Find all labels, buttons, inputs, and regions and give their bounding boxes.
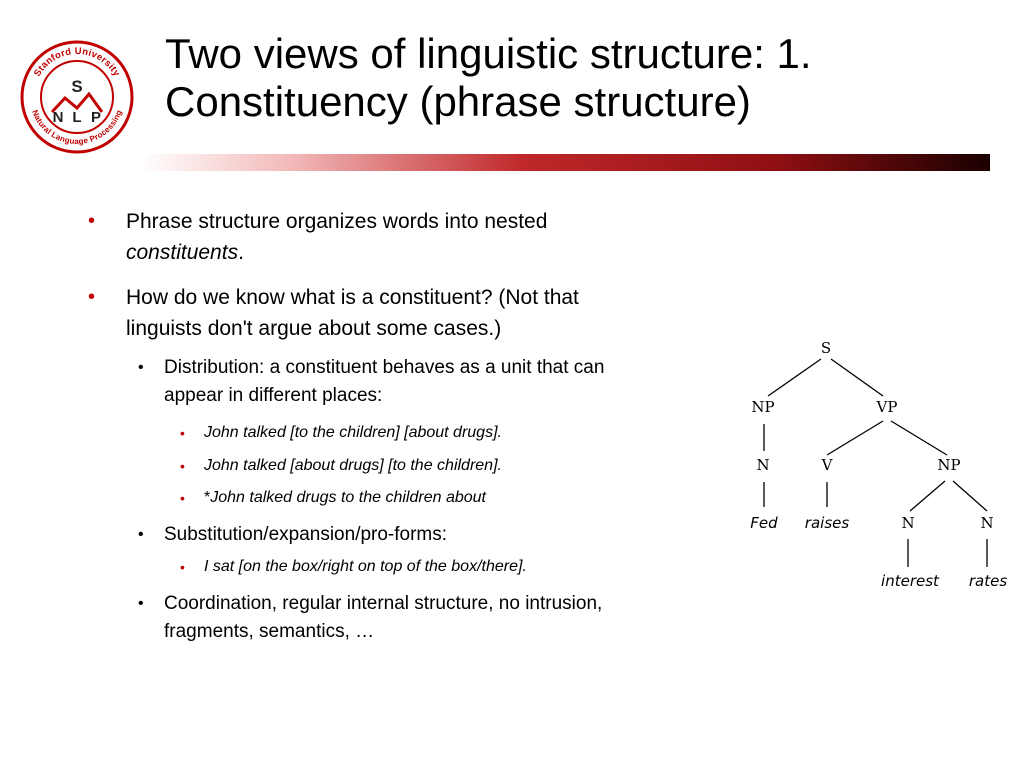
- example-1-text: John talked [to the children] [about drugs].: [204, 424, 502, 441]
- bullet-dot: •: [138, 526, 144, 543]
- tree-node-v: V: [821, 456, 833, 474]
- logo-ring-bottom-text: Natural Language Processing: [30, 108, 124, 147]
- bullet-dot: •: [138, 595, 144, 612]
- bullet-phrase-structure: [88, 206, 726, 268]
- slide-title-line-1: Two views of linguistic structure: 1.: [165, 30, 812, 77]
- example-3-star: *: [204, 489, 211, 506]
- distribution-line-1: Distribution: a constituent behaves as a unit that can: [164, 357, 605, 378]
- title-divider: [140, 154, 990, 171]
- tree-node-n-interest: N: [901, 514, 915, 532]
- coordination-line-2: fragments, semantics, …: [164, 621, 375, 642]
- sub-bullet-substitution: [138, 521, 724, 549]
- bullet-how-do-we-know: [88, 282, 766, 344]
- distribution-line-2: appear in different places:: [164, 385, 383, 406]
- sub-bullet-coordination: [138, 590, 764, 646]
- tree-node-n-rates: N: [980, 514, 994, 532]
- bullet-dot: •: [180, 458, 185, 474]
- substitution-text: Substitution/expansion/pro-forms:: [164, 524, 448, 545]
- constituency-parse-tree: [743, 331, 1019, 599]
- coordination-line-1: Coordination, regular internal structure, no intrusion,: [164, 593, 603, 614]
- logo-ring-top-text: Stanford University: [32, 45, 123, 79]
- logo-letter-n: N: [52, 109, 64, 126]
- tree-node-np-object: NP: [937, 456, 961, 474]
- tree-word-interest: interest: [881, 572, 939, 590]
- example-3-text: John talked drugs to the children about: [210, 489, 486, 506]
- tree-node-s: S: [820, 339, 832, 357]
- example-2-text: John talked [about drugs] [to the children].: [204, 457, 502, 474]
- bullet-dot: •: [180, 490, 185, 506]
- bullet-dot: •: [180, 559, 185, 575]
- bullet-dot: •: [180, 425, 185, 441]
- bullet-dot: •: [138, 359, 144, 376]
- sub-bullet-distribution: [138, 354, 764, 410]
- bullet-constituents-term: constituents: [126, 241, 239, 264]
- bullet-how-line-1: How do we know what is a constituent? (Not that: [126, 286, 579, 309]
- example-2: [180, 454, 744, 478]
- tree-node-vp: VP: [876, 398, 898, 416]
- slide-title-line-2: Constituency (phrase structure): [165, 78, 751, 125]
- bullet-how-line-2: linguists don't argue about some cases.): [126, 317, 502, 340]
- example-4-text: I sat [on the box/right on top of the box/there].: [204, 558, 527, 575]
- tree-node-n: N: [756, 456, 770, 474]
- logo-letter-l: L: [72, 109, 82, 126]
- logo-letter-p: P: [90, 109, 102, 126]
- tree-word-rates: rates: [968, 572, 1008, 590]
- example-4: [180, 555, 744, 579]
- logo-letter-s: S: [71, 77, 83, 96]
- bullet-period: .: [238, 241, 244, 264]
- bullet-dot: •: [88, 286, 96, 308]
- example-3: [180, 486, 744, 510]
- tree-word-raises: raises: [804, 514, 850, 532]
- stanford-nlp-logo: [20, 40, 134, 154]
- example-1: [180, 421, 744, 445]
- bullet-phrase-structure-text: Phrase structure organizes words into nested: [126, 210, 548, 233]
- tree-word-fed: Fed: [750, 514, 778, 532]
- slide-title: [165, 30, 1005, 126]
- tree-node-np: NP: [751, 398, 775, 416]
- bullet-dot: •: [88, 210, 96, 232]
